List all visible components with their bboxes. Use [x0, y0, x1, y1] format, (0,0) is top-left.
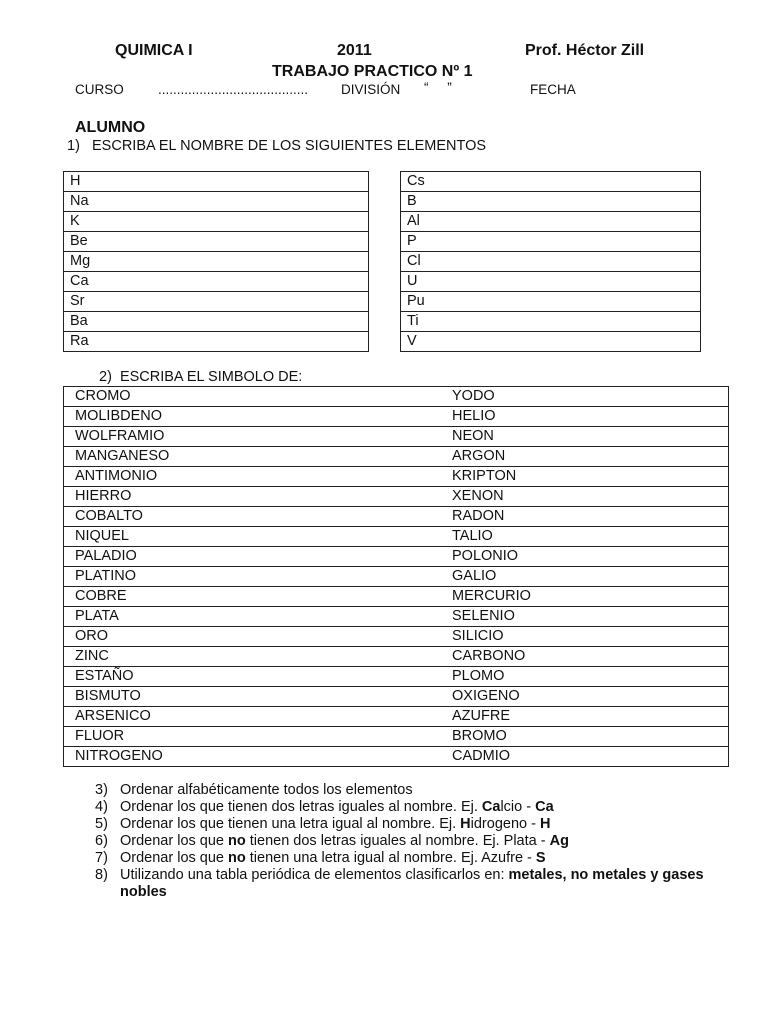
element-name-right: PLOMO: [440, 667, 729, 687]
element-name-left: PLATINO: [64, 567, 441, 587]
subject-title: QUIMICA I: [115, 42, 193, 59]
symbol-row: [64, 387, 729, 407]
element-name-left: HIERRO: [64, 487, 441, 507]
element-name-left: MANGANESO: [64, 447, 441, 467]
question-number: 7): [95, 850, 108, 866]
question-bold-text: no: [228, 850, 246, 866]
element-name-left: ARSENICO: [64, 707, 441, 727]
element-name-right: SILICIO: [440, 627, 729, 647]
symbol-row: [64, 667, 729, 687]
element-symbol: Pu: [401, 292, 701, 312]
element-symbol: Ca: [64, 272, 369, 292]
element-name-left: NIQUEL: [64, 527, 441, 547]
element-symbol: B: [401, 192, 701, 212]
element-row: [64, 332, 369, 352]
symbol-row: [64, 547, 729, 567]
element-name-right: BROMO: [440, 727, 729, 747]
question-item: [95, 833, 715, 850]
question-bold-text: no: [228, 833, 246, 849]
question-text: Utilizando una tabla periódica de elementos clasificarlos en:: [120, 867, 509, 883]
element-symbol: Ti: [401, 312, 701, 332]
symbol-row: [64, 427, 729, 447]
element-name-right: KRIPTON: [440, 467, 729, 487]
element-row: [64, 312, 369, 332]
question-text: lcio -: [500, 799, 536, 815]
element-row: [401, 292, 701, 312]
symbol-row: [64, 627, 729, 647]
question-bold-text: Ca: [481, 799, 501, 815]
symbol-row: [64, 527, 729, 547]
question-text: Ordenar los que tienen dos letras iguales al nombre. Ej.: [120, 799, 482, 815]
symbol-row: [64, 687, 729, 707]
element-symbol: K: [64, 212, 369, 232]
element-name-right: SELENIO: [440, 607, 729, 627]
element-symbol: Cl: [401, 252, 701, 272]
question-number: 5): [95, 816, 108, 832]
element-row: [64, 212, 369, 232]
symbol-row: [64, 607, 729, 627]
symbol-row: [64, 407, 729, 427]
question-text: Ordenar los que: [120, 850, 229, 866]
symbol-row: [64, 587, 729, 607]
element-symbol: P: [401, 232, 701, 252]
question-item: [95, 782, 715, 799]
symbol-row: [64, 747, 729, 767]
section1-heading: ESCRIBA EL NOMBRE DE LOS SIGUIENTES ELEMENTOS: [92, 138, 487, 154]
division-label: DIVISIÓN: [341, 82, 401, 97]
element-row: [401, 192, 701, 212]
element-row: [401, 172, 701, 192]
element-name-left: PLATA: [64, 607, 441, 627]
question-number: 3): [95, 782, 108, 798]
symbol-row: [64, 447, 729, 467]
element-symbol: H: [64, 172, 369, 192]
question-text: idrogeno -: [470, 816, 540, 832]
fecha-label: FECHA: [530, 82, 576, 97]
question-bold-text: H: [539, 816, 551, 832]
section2-heading: 2) ESCRIBA EL SIMBOLO DE:: [99, 369, 303, 385]
element-name-right: CADMIO: [440, 747, 729, 767]
element-name-right: CARBONO: [440, 647, 729, 667]
element-name-right: POLONIO: [440, 547, 729, 567]
element-row: [401, 272, 701, 292]
question-text: Ordenar los que: [120, 833, 229, 849]
element-row: [64, 292, 369, 312]
element-row: [401, 312, 701, 332]
question-bold-text: Ag: [549, 833, 569, 849]
element-row: [401, 232, 701, 252]
element-row: [64, 172, 369, 192]
element-symbol: Ra: [64, 332, 369, 352]
element-name-left: COBRE: [64, 587, 441, 607]
division-blank: “ ”: [424, 80, 452, 95]
element-symbol: Na: [64, 192, 369, 212]
element-name-left: ESTAÑO: [64, 667, 441, 687]
curso-blank: ........................................: [158, 82, 309, 97]
question-bold-text: H: [460, 816, 471, 832]
symbol-row: [64, 727, 729, 747]
element-row: [64, 192, 369, 212]
element-name-left: COBALTO: [64, 507, 441, 527]
element-name-left: PALADIO: [64, 547, 441, 567]
question-text: tienen una letra igual al nombre. Ej. Azufre -: [245, 850, 536, 866]
symbol-row: [64, 567, 729, 587]
element-name-right: AZUFRE: [440, 707, 729, 727]
element-symbol: Mg: [64, 252, 369, 272]
element-name-left: WOLFRAMIO: [64, 427, 441, 447]
symbol-row: [64, 467, 729, 487]
element-symbol: V: [401, 332, 701, 352]
element-name-left: CROMO: [64, 387, 441, 407]
element-name-right: OXIGENO: [440, 687, 729, 707]
symbol-row: [64, 647, 729, 667]
element-symbol: Sr: [64, 292, 369, 312]
element-name-right: GALIO: [440, 567, 729, 587]
element-symbol: Ba: [64, 312, 369, 332]
section1-number: 1): [67, 138, 80, 154]
element-symbol: U: [401, 272, 701, 292]
element-name-right: NEON: [440, 427, 729, 447]
element-name-right: MERCURIO: [440, 587, 729, 607]
element-row: [64, 272, 369, 292]
element-name-right: TALIO: [440, 527, 729, 547]
question-bold-text: S: [535, 850, 546, 866]
question-text: Ordenar los que tienen una letra igual al nombre. Ej.: [120, 816, 461, 832]
question-text: Ordenar alfabéticamente todos los elementos: [120, 782, 413, 798]
element-symbol: Cs: [401, 172, 701, 192]
element-name-left: NITROGENO: [64, 747, 441, 767]
element-name-left: BISMUTO: [64, 687, 441, 707]
element-name-right: YODO: [440, 387, 729, 407]
professor-name: Prof. Héctor Zill: [525, 42, 645, 59]
question-number: 4): [95, 799, 108, 815]
question-item: [95, 816, 715, 833]
element-name-right: RADON: [440, 507, 729, 527]
question-bold-text: Ca: [535, 799, 554, 815]
question-bold-text: metales, no metales y gases nobles: [120, 867, 704, 900]
symbol-row: [64, 487, 729, 507]
element-symbol: Al: [401, 212, 701, 232]
question-list: [95, 782, 715, 901]
element-name-right: HELIO: [440, 407, 729, 427]
element-name-left: ANTIMONIO: [64, 467, 441, 487]
question-item: [95, 850, 715, 867]
element-name-left: MOLIBDENO: [64, 407, 441, 427]
element-row: [401, 252, 701, 272]
question-item: [95, 799, 715, 816]
symbol-row: [64, 707, 729, 727]
curso-label: CURSO: [75, 82, 124, 97]
question-item: [95, 867, 715, 901]
symbol-row: [64, 507, 729, 527]
element-table-left: [63, 171, 369, 352]
worksheet-title: TRABAJO PRACTICO Nº 1: [272, 63, 473, 80]
element-name-left: ORO: [64, 627, 441, 647]
element-row: [401, 212, 701, 232]
element-name-left: ZINC: [64, 647, 441, 667]
symbol-table: [63, 386, 729, 767]
element-row: [64, 252, 369, 272]
year: 2011: [337, 42, 372, 59]
element-table-right: [400, 171, 701, 352]
element-name-right: ARGON: [440, 447, 729, 467]
question-number: 8): [95, 867, 108, 883]
question-text: tienen dos letras iguales al nombre. Ej. Plata -: [245, 833, 550, 849]
question-number: 6): [95, 833, 108, 849]
element-name-right: XENON: [440, 487, 729, 507]
element-name-left: FLUOR: [64, 727, 441, 747]
element-row: [64, 232, 369, 252]
element-symbol: Be: [64, 232, 369, 252]
element-row: [401, 332, 701, 352]
alumno-label: ALUMNO: [75, 119, 146, 136]
